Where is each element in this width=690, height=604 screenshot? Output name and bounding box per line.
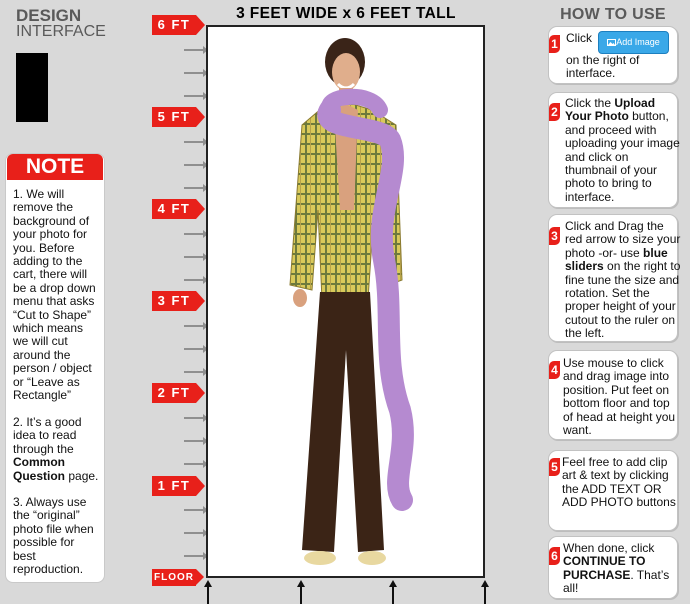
step-6-number: 6 — [549, 547, 560, 565]
color-swatch[interactable] — [16, 53, 48, 122]
ruler-tick — [184, 509, 206, 511]
continue-to-purchase-link[interactable]: CONTINUE TO PURCHASE — [563, 554, 646, 582]
note-item-1: 1. We will remove the background of your photo for you. Before adding to the cart, there will be a drop down menu that asks “Cut to Shape” which means we will cut around the person / object or “Leave as Rectangle” — [13, 187, 96, 403]
width-marker-arrow — [296, 580, 306, 604]
ruler-5ft: 5 FT — [152, 107, 205, 127]
how-to-use-title: HOW TO USE — [560, 6, 666, 23]
person-photo-cutout[interactable] — [262, 30, 422, 578]
design-label: DESIGN — [16, 6, 82, 25]
step-4-number: 4 — [549, 361, 560, 379]
ruler-tick — [184, 279, 206, 281]
step-1-number: 1 — [549, 35, 560, 53]
step-5-number: 5 — [549, 458, 560, 476]
step-3-number: 3 — [549, 227, 560, 245]
step-2-text: Click the Upload Your Photo button, and proceed with uploading your image and click on thumbnail of your photo to bring to interface. — [565, 96, 680, 204]
add-image-button[interactable]: Add Image — [598, 31, 669, 54]
step-4-text: Use mouse to click and drag image into position. Put feet on bottom floor and top of head at height you want. — [563, 356, 676, 438]
ruler-tick — [184, 348, 206, 350]
ruler-tick — [184, 463, 206, 465]
ruler-tick — [184, 532, 206, 534]
image-icon — [607, 39, 616, 46]
ruler-tick — [184, 141, 206, 143]
ruler-tick — [184, 256, 206, 258]
note-item-2: 2. It’s a good idea to read through the Common Question page. — [13, 415, 99, 483]
ruler-4ft: 4 FT — [152, 199, 205, 219]
ruler-tick — [184, 164, 206, 166]
ruler-tick — [184, 49, 206, 51]
canvas-size-title: 3 FEET WIDE x 6 FEET TALL — [236, 5, 456, 22]
note-item-3: 3. Always use the “original” photo file when possible for best reproduction. — [13, 495, 94, 577]
ruler-floor: FLOOR — [152, 569, 204, 586]
ruler-6ft: 6 FT — [152, 15, 205, 35]
ruler-tick — [184, 325, 206, 327]
ruler-tick — [184, 440, 206, 442]
ruler-3ft: 3 FT — [152, 291, 205, 311]
step-1-text-pre: Click — [566, 31, 592, 45]
ruler-tick — [184, 417, 206, 419]
common-question-link[interactable]: Common Question — [13, 455, 66, 483]
step-5-text: Feel free to add clip art & text by clicking the ADD TEXT OR ADD PHOTO buttons — [562, 455, 676, 510]
ruler-tick — [184, 187, 206, 189]
ruler-tick — [184, 555, 206, 557]
note-header: NOTE — [7, 154, 103, 180]
width-marker-arrow — [203, 580, 213, 604]
width-marker-arrow — [480, 580, 490, 604]
step-3-text: Click and Drag the red arrow to size your photo -or- use blue sliders on the right to fine tune the size and rotation. Set the proper height of your cutout to the ruler on the left. — [565, 219, 681, 341]
step-1-text-post: on the right of interface. — [566, 53, 640, 81]
interface-label: INTERFACE — [16, 23, 106, 40]
ruler-tick — [184, 233, 206, 235]
width-marker-arrow — [388, 580, 398, 604]
ruler-1ft: 1 FT — [152, 476, 205, 496]
step-6-text: When done, click CONTINUE TO PURCHASE. That’s all! — [563, 541, 670, 596]
ruler-tick — [184, 95, 206, 97]
ruler-2ft: 2 FT — [152, 383, 205, 403]
ruler-tick — [184, 371, 206, 373]
ruler-tick — [184, 72, 206, 74]
step-2-number: 2 — [549, 103, 560, 121]
